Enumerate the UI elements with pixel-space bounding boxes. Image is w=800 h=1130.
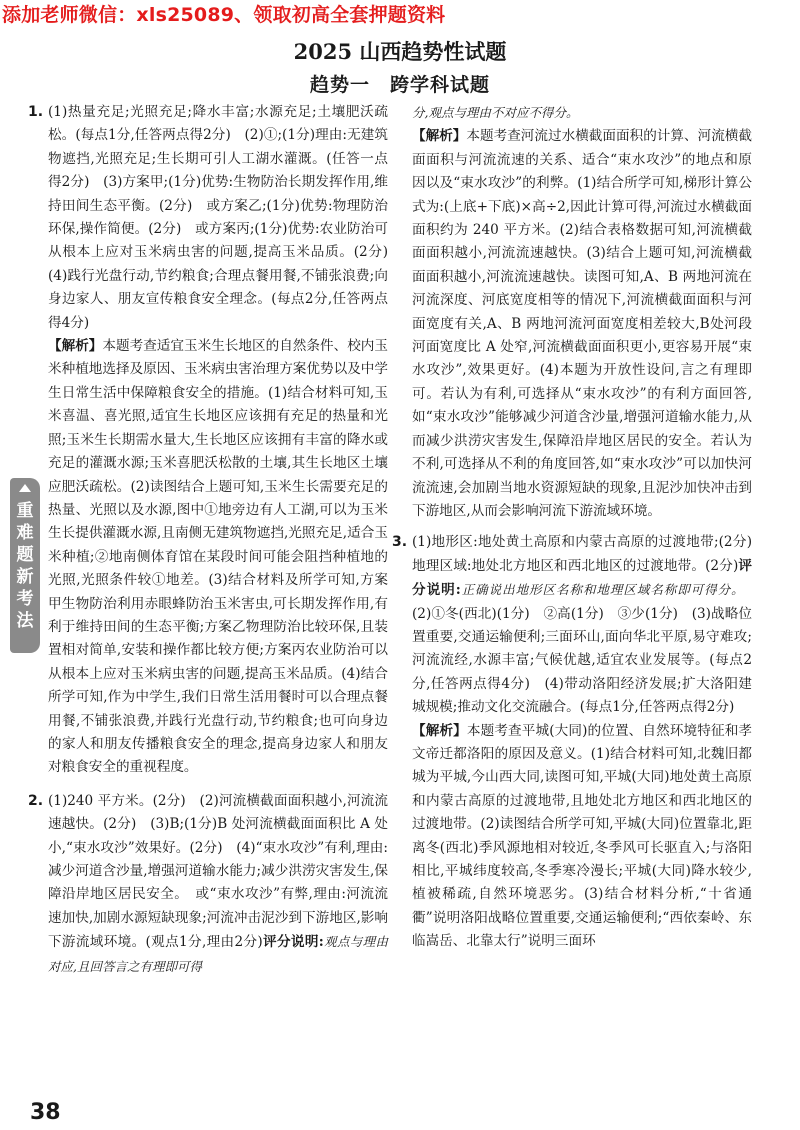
scoring-note-continued <box>412 101 752 125</box>
answer-body-b: (2)①冬(西北)(1分) ②高(1分) ③少(1分) (3)战略位置重要,交通运输便利;三面环山,面向华北平原,易守难攻;河流流经,水源丰富;气候优越,适宜农业发展等。(每点2分,任答两点得4分) (4)带动洛阳经济发展;扩大洛阳建城规模;推动文化交流融合。(每点1分,任答两点得2分) <box>412 582 752 716</box>
question-2 <box>28 790 388 979</box>
question-2-continued <box>412 101 752 523</box>
answer-text <box>48 101 402 335</box>
left-column <box>28 101 402 979</box>
page-title: 2025 山西趋势性试题 <box>293 39 507 64</box>
answer-body-a: (1)地形区:地处黄土高原和内蒙古高原的过渡地带;(2分)地理区域:地处北方地区和西北地区的过渡地带。(2分) <box>412 534 752 574</box>
question-number: 1. <box>28 104 44 120</box>
answer-body: (1)热量充足;光照充足;降水丰富;水源充足;土壤肥沃疏松。(每点1分,任答两点得2分) (2)①;(1分)理由:无建筑物遮挡,光照充足;生长期可引人工湖水灌溉。(任答一点得2分) (3)方案甲;(1分)优势:生物防治长期发挥作用,维持田间生态平衡。(2分) 或方案乙;(1分)优势:物理防治环保,操作简便。(2分) 或方案丙;(1分)优势:农业防治可从根本上应对玉米病虫害的问题,提高玉米品质。(2分) (4)践行光盘行动,节约粮食;合理点餐用餐,不铺张浪费;向身边家人、朋友宣传粮食安全理念。(每点2分,任答两点得4分) <box>48 104 402 331</box>
page-number: 38 <box>30 1100 61 1125</box>
question-number: 2. <box>28 792 44 809</box>
analysis-label: 【解析】 <box>412 722 467 739</box>
answer-body: (1)240 平方米。(2分) (2)河流横截面面积越小,河流流速越快。(2分) (3)B;(1分)B 处河流横截面面积比 A 处小,“束水攻沙”效果好。(2分) (4)“束水攻沙”有利,理由:减少河道含沙量,增强河道输水能力;减少洪涝灾害发生,保障沿岸地区居民安全。 或“束水攻沙”有弊,理由:河流流速加快,加剧水源短缺现象;河流冲击泥沙到下游地区,影响下游流域环境。(观点1分,理由2分) <box>48 792 388 951</box>
side-tab <box>10 478 40 653</box>
scoring-note: 正确说出地形区名称和地理区域名称即可得分。 <box>460 582 739 598</box>
promo-banner: 添加老师微信：xls25089、领取初高全套押题资料 <box>2 4 446 26</box>
answer-text <box>412 531 752 719</box>
analysis-text <box>412 125 752 523</box>
question-3 <box>392 531 753 953</box>
analysis-body: 本题考查适宜玉米生长地区的自然条件、校内玉米种植地选择及原因、玉米病虫害治理方案优势以及中学生日常生活中保障粮食安全的措施。(1)结合材料可知,玉米喜温、喜光照,适宜生长地区应该拥有充足的热量和光照;玉米生长期需水量大,生长地区应该拥有丰富的降水或充足的灌溉水源;玉米喜肥沃松散的土壤,其生长地区土壤应肥沃疏松。(2)读图结合上题可知,玉米生长需要充足的热量、光照以及水源,图中①地旁边有人工湖,可以为玉米生长提供灌溉水源,且南侧无建筑物遮挡,光照充足,适合玉米种植;②地南侧体育馆在某段时间可能会阻挡种植地的光照,光照条件较①地差。(3)结合材料及所学可知,方案甲生物防治利用赤眼蜂防治玉米害虫,可长期发挥作用,有利于维持田间的生态平衡;方案乙物理防治比较环保,且装置相对简单,安装和操作都比较方便;方案丙农业防治可以从根本上应对玉米病虫害的问题,提高玉米品质。(4)结合所学可知,作为中学生,我们日常生活用餐时可以合理点餐用餐,不铺张浪费,并践行光盘行动,节约粮食;也可向身边的家人和朋友传播粮食安全的理念,提高身边家人和朋友对粮食安全的重视程度。 <box>48 338 389 776</box>
side-tab-label: 重难题新考法 <box>16 501 34 631</box>
answer-text <box>48 790 388 979</box>
analysis-label: 【解析】 <box>412 128 467 145</box>
scoring-note-tail: 分,观点与理由不对应不得分。 <box>412 105 579 120</box>
triangle-icon <box>19 484 31 492</box>
question-1 <box>28 101 402 780</box>
analysis-body: 本题考查河流过水横截面面积的计算、河流横截面面积与河流流速的关系、适合“束水攻沙”的地点和原因以及“束水攻沙”的利弊。(1)结合所学可知,梯形计算公式为:(上底+下底)×高÷2,因此计算可得,河流过水横截面面积约为 240 平方米。(2)结合表格数据可知,河流横截面面积越小,河流流速越快。(3)结合上题可知,河流横截面面积越小,河流流速越快。读图可知,A、B 两地河流在河流深度、河底宽度相等的情况下,河流横截面面积与河面宽度有关,A、B 两地河流河面宽度相差较大,B处河段河面宽度比 A 处窄,河流横截面面积更小,更容易开展“束水攻沙”,效果更好。(4)本题为开放性设问,言之有理即可。若认为有利,可选择从“束水攻沙”的有利方面回答,如“束水攻沙”能够减少河道含沙量,增强河道输水能力,从而减少洪涝灾害发生,保障沿岸地区居民的安全。若认为不利,可选择从不利的角度回答,如“束水攻沙”可以加快河流流速,会加剧当地水资源短缺的现象,且泥沙加快冲击到下游地区,从而会影响河流下游流域环境。 <box>412 128 753 519</box>
scoring-label: 评分说明: <box>412 557 752 599</box>
analysis-body: 本题考查平城(大同)的位置、自然环境特征和孝文帝迁都洛阳的原因及意义。(1)结合材料可知,北魏旧都城为平城,今山西大同,读图可知,平城(大同)地处黄土高原和内蒙古高原的过渡地带,且地处北方地区和西北地区的过渡地带。(2)读图结合所学可知,平城(大同)位置靠北,距离冬(西北)季风源地相对较近,冬季风可长驱直入;与洛阳相比,平城纬度较高,冬季寒冷漫长;平城(大同)降水较少,植被稀疏,自然环境恶劣。(3)结合材料分析,“十省通衢”说明洛阳战略位置重要,交通运输便利;“西依秦岭、东临嵩岳、北靠太行”说明三面环 <box>412 722 753 950</box>
scoring-note: 观点与理由对应,且回答言之有理即可得 <box>48 934 388 974</box>
analysis-text <box>48 335 388 780</box>
scoring-label: 评分说明: <box>262 934 324 951</box>
right-column <box>392 101 753 954</box>
analysis-label: 【解析】 <box>48 338 103 355</box>
analysis-text <box>412 720 752 954</box>
question-number: 3. <box>392 534 408 551</box>
section-subtitle: 趋势一 跨学科试题 <box>309 74 490 96</box>
